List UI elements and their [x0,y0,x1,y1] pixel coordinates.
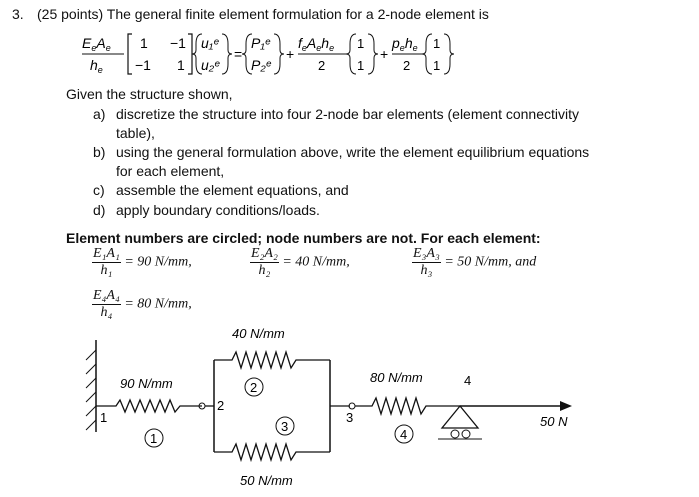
equals-sign: = [234,46,243,62]
point-term-denominator: 2 [403,58,411,73]
point-left-brace [422,34,432,74]
stiffness-1-num: E₁A₁ [93,246,120,261]
spring-element-3 [214,444,330,460]
element-label-1: 1 [150,431,158,446]
matrix-cell-21: −1 [135,57,151,73]
spring-label-4: 80 N/mm [370,370,423,385]
disp-u1: u₁ᵉ [201,35,219,51]
element-label-2: 2 [250,380,258,395]
spring-element-1 [96,400,202,412]
body-left-brace [346,34,356,74]
point-right-brace [444,34,454,74]
spring-label-1: 90 N/mm [120,376,173,391]
stiffness-1-value: = 90 N/mm, [124,254,192,270]
stiffness-4-value: = 80 N/mm, [124,296,192,312]
task-b-label: b) [93,144,106,160]
matrix-right-bracket [188,34,192,74]
stiffness-coef-numerator: $E_eA_e$ [82,35,111,53]
matrix-cell-11: 1 [140,35,148,51]
force-p2: P₂ᵉ [251,57,272,73]
plus-sign-2: + [380,46,389,62]
load-arrow-head [560,401,572,411]
task-c-text: assemble the element equations, and [116,182,349,198]
task-b-continuation: for each element, [116,163,225,179]
point-vector-2: 1 [433,58,441,73]
task-a-text: discretize the structure into four 2-node bar elements (element connectivity [116,106,580,122]
spring-element-2 [214,352,330,368]
node-label-1: 1 [100,410,108,425]
spring-label-3: 50 N/mm [240,473,293,488]
stiffness-coef-denominator: $h_e$ [90,57,103,75]
body-right-brace [368,34,378,74]
spring-structure-diagram [0,320,699,497]
disp-u2: u₂ᵉ [201,57,220,73]
body-term-denominator: 2 [318,58,326,73]
task-b-text: using the general formulation above, write the element equilibrium equations [116,144,590,160]
task-c-label: c) [93,182,105,198]
spring-element-4 [355,398,460,414]
stiffness-4-den: h₄ [100,305,113,320]
stiffness-2-value: = 40 N/mm, [282,254,350,270]
stiffness-2-num: E₂A₂ [251,246,278,261]
disp-right-brace [222,34,232,74]
stiffness-4-num: E₄A₄ [93,288,120,303]
force-p1: P₁ᵉ [251,35,271,51]
body-vector-1: 1 [357,36,365,51]
matrix-cell-12: −1 [170,35,186,51]
task-a-continuation: table), [116,125,155,141]
element-label-4: 4 [400,427,408,442]
matrix-left-bracket [128,34,132,74]
element-note: Element numbers are circled; node numbers are not. For each element: [66,230,541,246]
stiffness-3 [412,246,536,279]
stiffness-2 [250,246,350,279]
force-right-brace [274,34,284,74]
element-label-3: 3 [281,419,289,434]
stiffness-3-value: = 50 N/mm, and [444,254,537,270]
matrix-cell-22: 1 [177,57,185,73]
plus-sign-1: + [286,46,295,62]
problem-heading: (25 points) The general finite element formulation for a 2-node element is [37,6,489,22]
intro-text: Given the structure shown, [66,86,233,102]
task-d-text: apply boundary conditions/loads. [116,202,320,218]
task-a-label: a) [93,106,106,122]
task-d-label: d) [93,202,106,218]
fe-formulation-equation [80,28,460,84]
stiffness-3-den: h₃ [420,263,433,278]
stiffness-4 [92,288,192,321]
load-label: 50 N [540,414,568,429]
point-vector-1: 1 [433,36,441,51]
spring-label-2: 40 N/mm [232,326,285,341]
body-term-numerator: $f_eA_eh_e$ [298,35,335,53]
node-label-2: 2 [217,398,225,413]
stiffness-3-num: E₃A₃ [413,246,440,261]
node-label-4: 4 [464,373,472,388]
fixed-wall-support [86,340,96,432]
roller-support [438,406,482,439]
stiffness-1-den: h₁ [100,263,113,278]
stiffness-2-den: h₂ [258,263,271,278]
node-label-3: 3 [346,410,354,425]
point-term-numerator: $p_eh_e$ [392,35,418,53]
body-vector-2: 1 [357,58,365,73]
problem-number: 3. [12,6,24,22]
stiffness-1 [92,246,192,279]
